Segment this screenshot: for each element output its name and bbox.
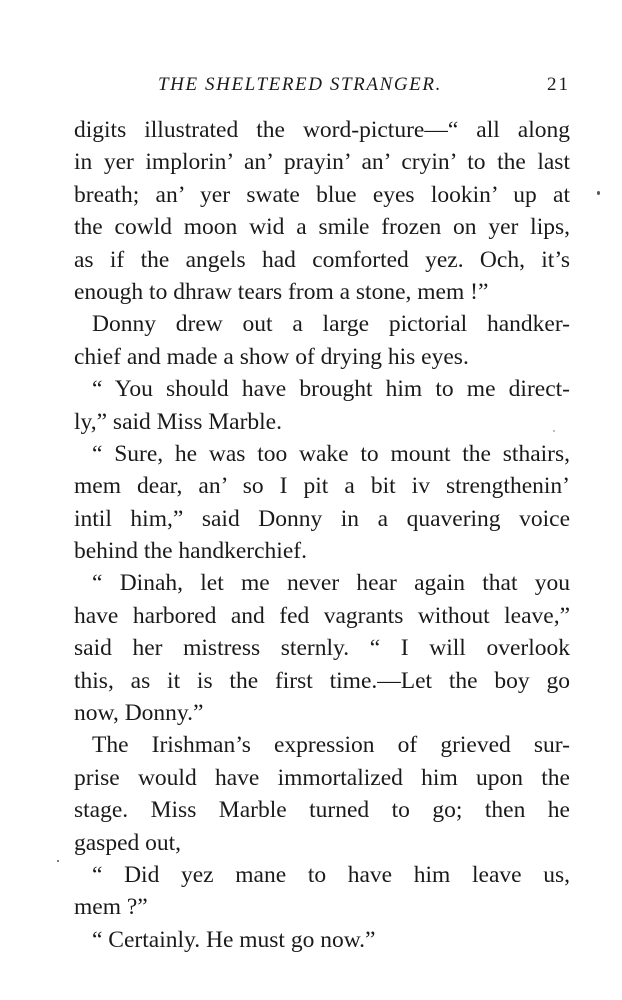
text-line: chief and made a show of drying his eyes.: [74, 343, 469, 370]
text-line: “ Did yez mane to have him leave us,: [92, 861, 570, 888]
text-line: mem ?”: [74, 894, 148, 921]
text-line: this, as it is the first time.—Let the boy go: [74, 667, 570, 694]
text-line: intil him,” said Donny in a quavering voice: [74, 505, 570, 532]
text-line: mem dear, an’ so I pit a bit iv strengthenin’: [74, 473, 570, 500]
text-line: Donny drew out a large pictorial handker-: [92, 311, 570, 338]
text-line: have harbored and fed vagrants without leave,”: [74, 602, 570, 629]
body-text: [74, 114, 570, 956]
text-line: enough to dhraw tears from a stone, mem !”: [74, 278, 489, 305]
text-line: “ Certainly. He must go now.”: [92, 926, 376, 953]
print-speck: [597, 191, 600, 195]
text-line: in yer implorin’ an’ prayin’ an’ cryin’ to the last: [74, 149, 570, 176]
running-head: [150, 74, 570, 102]
text-line: The Irishman’s expression of grieved sur-: [92, 732, 570, 759]
text-line: as if the angels had comforted yez. Och, it’s: [74, 246, 570, 273]
text-line: “ Sure, he was too wake to mount the sthairs,: [92, 440, 570, 467]
text-line: breath; an’ yer swate blue eyes lookin’ up at: [74, 181, 570, 208]
text-line: behind the handkerchief.: [74, 538, 307, 565]
print-speck: [57, 860, 59, 862]
text-line: now, Donny.”: [74, 700, 204, 727]
text-line: “ Dinah, let me never hear again that you: [92, 570, 570, 597]
text-line: said her mistress sternly. “ I will overlook: [74, 635, 570, 662]
text-line: “ You should have brought him to me direct-: [92, 376, 570, 403]
running-title: THE SHELTERED STRANGER.: [158, 74, 442, 95]
text-line: the cowld moon wid a smile frozen on yer lips,: [74, 214, 570, 241]
text-line: ly,” said Miss Marble.: [74, 408, 282, 435]
text-line: prise would have immortalized him upon the: [74, 764, 570, 791]
text-line: gasped out,: [74, 829, 182, 856]
page-number: 21: [547, 74, 570, 95]
text-line: digits illustrated the word-picture—“ all along: [74, 117, 570, 143]
print-speck: [553, 430, 555, 432]
text-line: stage. Miss Marble turned to go; then he: [74, 797, 570, 824]
